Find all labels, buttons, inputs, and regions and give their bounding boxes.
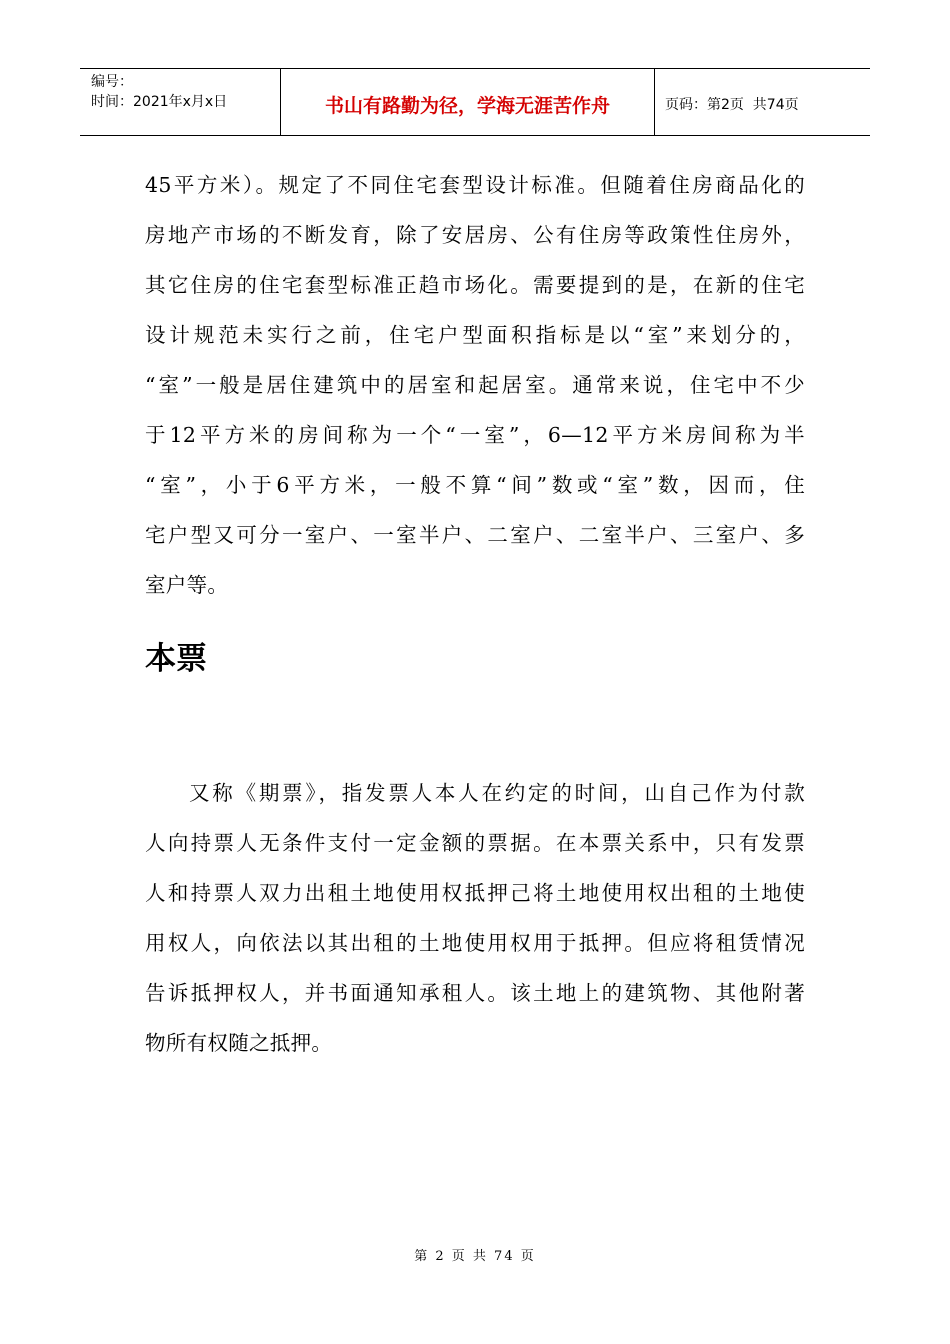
text-line: “室”，小于6平方米，一般不算“间”数或“室”数，因而，住: [145, 473, 805, 497]
text-line: 设计规范未实行之前，住宅户型面积指标是以“室”来划分的，: [145, 323, 805, 347]
document-number-label: 编号：: [91, 74, 133, 90]
text-line: 房地产市场的不断发育，除了安居房、公有住房等政策性住房外，: [145, 223, 805, 247]
text-line: 告诉抵押权人，并书面通知承租人。该土地上的建筑物、其他附著: [145, 981, 805, 1005]
text-line: 室户等。: [145, 573, 229, 597]
text-line: 人向持票人无条件支付一定金额的票据。在本票关系中，只有发票: [145, 831, 805, 855]
text-line: 其它住房的住宅套型标准正趋市场化。需要提到的是，在新的住宅: [145, 273, 805, 297]
page-header: [80, 68, 870, 136]
motto-text: 书山有路勤为径，学海无涯苦作舟: [324, 94, 610, 117]
text-line: “室”一般是居住建筑中的居室和起居室。通常来说，住宅中不少: [145, 373, 805, 397]
text-line: 宅户型又可分一室户、一室半户、二室户、二室半户、三室户、多: [145, 523, 805, 547]
text-line: 又称《期票》，指发票人本人在约定的时间，山自己作为付款: [189, 781, 805, 805]
text-line: 45平方米）。规定了不同住宅套型设计标准。但随着住房商品化的: [145, 173, 805, 197]
paragraph-housing-standards: [145, 160, 805, 610]
page-info-text: 页码：第2页 共74页: [665, 96, 799, 113]
text-line: 于12平方米的房间称为一个“一室”，6—12平方米房间称为半: [145, 423, 805, 447]
text-line: 人和持票人双力出租土地使用权抵押己将土地使用权出租的土地使: [145, 881, 805, 905]
document-date: 时间：2021年x月x日: [91, 94, 228, 110]
text-line: 物所有权随之抵押。: [145, 1031, 333, 1055]
header-page-info: [655, 69, 870, 135]
section-heading: 本票: [145, 641, 207, 677]
text-line: 用权人，向依法以其出租的土地使用权用于抵押。但应将租赁情况: [145, 931, 805, 955]
page-footer: 第 2 页 共 74 页: [414, 1249, 536, 1264]
header-meta: [80, 69, 281, 135]
header-motto: [281, 69, 655, 135]
paragraph-promissory-note: [145, 768, 805, 1068]
